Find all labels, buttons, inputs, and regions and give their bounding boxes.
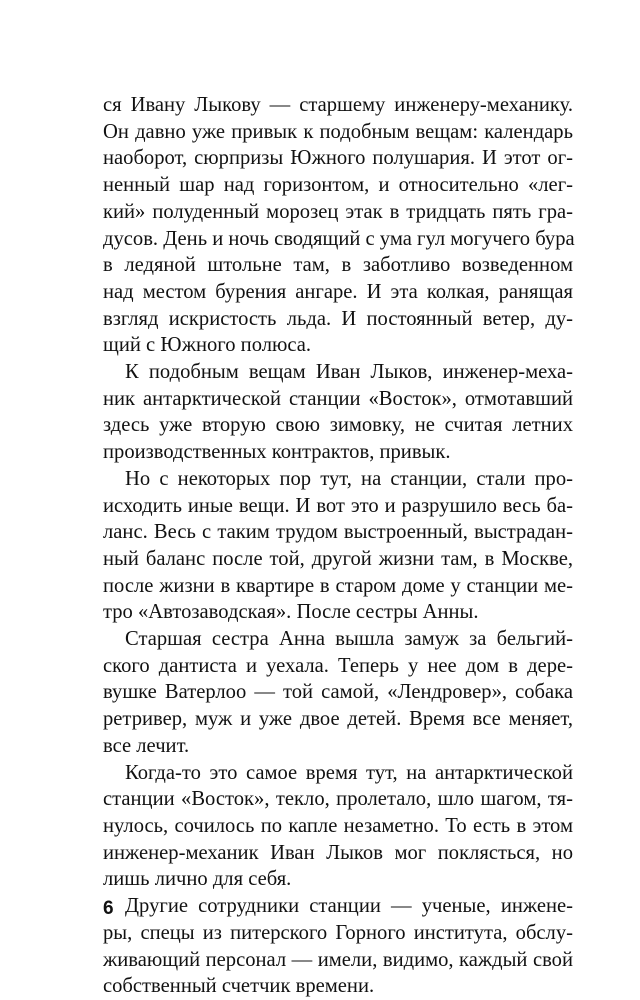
text-line: наоборот, сюрпризы Южного полушария. И этот ог-	[103, 147, 573, 170]
text-line: ретривер, муж и уже двое детей. Время все меняет,	[103, 708, 573, 731]
text-line: Он давно уже привык к подобным вещам: календарь	[103, 120, 573, 143]
text-line: щий с Южного полюса.	[103, 334, 312, 357]
text-line: Когда-то это самое время тут, на антарктической	[125, 761, 573, 784]
text-line: ского дантиста и уехала. Теперь у нее дом в дере-	[103, 654, 573, 677]
text-line: здесь уже вторую свою зимовку, не считая летних	[103, 414, 573, 437]
text-line: вушке Ватерлоо — той самой, «Лендровер», собака	[103, 681, 573, 704]
page-number: 6	[103, 898, 114, 919]
text-line: ры, спецы из питерского Горного института, обслу-	[103, 921, 573, 944]
text-line: ный баланс после той, другой жизни там, в Москве,	[103, 547, 573, 570]
text-line: исходить иные вещи. И вот это и разрушило весь ба-	[103, 494, 573, 517]
text-line: живающий персонал — имели, видимо, каждый свой	[103, 948, 573, 971]
text-line: в ледяной штольне там, в заботливо возведенном	[103, 254, 573, 277]
text-line: лишь лично для себя.	[103, 868, 292, 891]
text-line: Но с некоторых пор тут, на станции, стали про-	[125, 467, 573, 490]
text-line: тро «Автозаводская». После сестры Анны.	[103, 601, 479, 624]
text-line: кий» полуденный морозец этак в тридцать пять гра-	[103, 200, 573, 223]
text-line: дусов. День и ночь сводящий с ума гул могучего бура	[103, 227, 575, 250]
text-line: инженер-механик Иван Лыков мог поклясться, но	[103, 841, 573, 864]
text-line: К подобным вещам Иван Лыков, инженер-меха-	[125, 361, 573, 384]
text-line: Другие сотрудники станции — ученые, инжене-	[125, 895, 573, 918]
text-line: ник антарктической станции «Восток», отмотавший	[103, 387, 573, 410]
text-line: нулось, сочилось по капле незаметно. То есть в этом	[103, 814, 573, 837]
book-page-text	[103, 92, 573, 1000]
text-line: после жизни в квартире в старом доме у станции ме-	[103, 574, 573, 597]
text-line: все лечит.	[103, 734, 190, 757]
text-line: ланс. Весь с таким трудом выстроенный, выстрадан-	[103, 521, 573, 544]
text-line: Старшая сестра Анна вышла замуж за бельгий-	[125, 628, 573, 651]
text-line: над местом бурения ангаре. И эта колкая, ранящая	[103, 280, 573, 303]
text-line: взгляд искристость льда. И постоянный ветер, ду-	[103, 307, 573, 330]
text-line: ся Ивану Лыкову — старшему инженеру-механику.	[103, 94, 573, 116]
text-line: производственных контрактов, привык.	[103, 441, 451, 464]
text-line: ненный шар над горизонтом, и относительно «лег-	[103, 174, 573, 197]
text-line: станции «Восток», текло, пролетало, шло шагом, тя-	[103, 788, 573, 811]
text-line: собственный счетчик времени.	[103, 975, 375, 998]
